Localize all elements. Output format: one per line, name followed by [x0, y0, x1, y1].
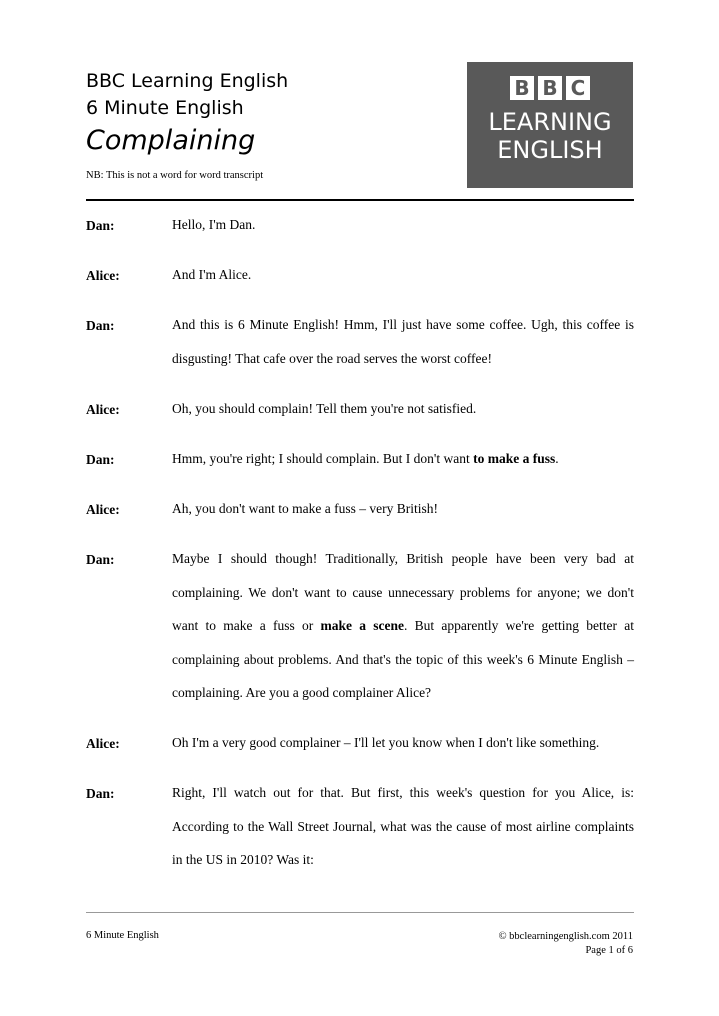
transcript-note: NB: This is not a word for word transcript	[86, 170, 264, 181]
bbc-learning-english-logo	[467, 62, 633, 188]
speaker-name: Alice:	[86, 736, 120, 751]
speech-fragment: Oh I'm a very good complainer – I'll let you know when I don't like something.	[172, 735, 600, 750]
speech-text	[172, 492, 634, 526]
speaker-name: Dan:	[86, 452, 115, 467]
key-phrase: make a scene	[320, 618, 404, 634]
speech-fragment: .	[555, 451, 559, 466]
header-line-2: 6 Minute English	[86, 97, 244, 119]
speaker-name: Alice:	[86, 268, 120, 283]
speech-text	[172, 776, 634, 877]
footer-page-number: Page 1 of 6	[585, 945, 633, 956]
logo-letter: C	[566, 76, 590, 100]
footer-copyright: © bbclearningenglish.com 2011	[498, 931, 633, 942]
speech-fragment: Oh, you should complain! Tell them you're not satisfied.	[172, 401, 477, 416]
logo-letter: B	[510, 76, 534, 100]
speech-text	[172, 542, 634, 710]
speech-text	[172, 308, 634, 375]
speaker-name: Dan:	[86, 786, 115, 801]
logo-line-2: ENGLISH	[497, 136, 603, 164]
page-title: Complaining	[86, 125, 256, 156]
speech-text	[172, 208, 634, 242]
footer-series: 6 Minute English	[86, 930, 159, 941]
speech-text	[172, 258, 634, 292]
speech-fragment: Hmm, you're right; I should complain. But I don't want	[172, 451, 474, 466]
header-line-1: BBC Learning English	[86, 70, 289, 92]
footer-divider	[86, 912, 634, 913]
speech-fragment: Maybe I should though! Traditionally, British people have been very bad at complaining. We don't want to cause unnecessary problems for anyone; we don't want to make a fuss or	[172, 551, 634, 634]
speaker-name: Alice:	[86, 402, 120, 417]
key-phrase: to make a fuss	[473, 451, 556, 466]
footer-right	[499, 930, 633, 958]
logo-letter: B	[538, 76, 562, 100]
speech-text	[172, 442, 634, 476]
speech-text	[172, 392, 634, 426]
speaker-name: Alice:	[86, 502, 120, 517]
speech-fragment: Hello, I'm Dan.	[172, 217, 256, 232]
speech-fragment: . But apparently we're getting better at complaining about problems. And that's the topic of this week's 6 Minute English – complaining. Are you a good complainer Alice?	[172, 618, 635, 701]
speaker-name: Dan:	[86, 218, 115, 233]
speech-fragment: Ah, you don't want to make a fuss – very British!	[172, 501, 439, 516]
header-divider	[86, 199, 634, 201]
speech-fragment: And this is 6 Minute English! Hmm, I'll just have some coffee. Ugh, this coffee is disgusting! That cafe over the road serves the worst coffee!	[172, 317, 634, 366]
bbc-letter-blocks	[467, 76, 633, 100]
speech-fragment: Right, I'll watch out for that. But first, this week's question for you Alice, is: According to the Wall Street Journal, what was the cause of most airline complaints in the US in 2010? Was it:	[172, 785, 634, 868]
speech-fragment: And I'm Alice.	[172, 267, 252, 282]
speech-text	[172, 726, 634, 760]
speaker-name: Dan:	[86, 552, 115, 567]
logo-line-1: LEARNING	[488, 108, 612, 136]
speaker-name: Dan:	[86, 318, 115, 333]
